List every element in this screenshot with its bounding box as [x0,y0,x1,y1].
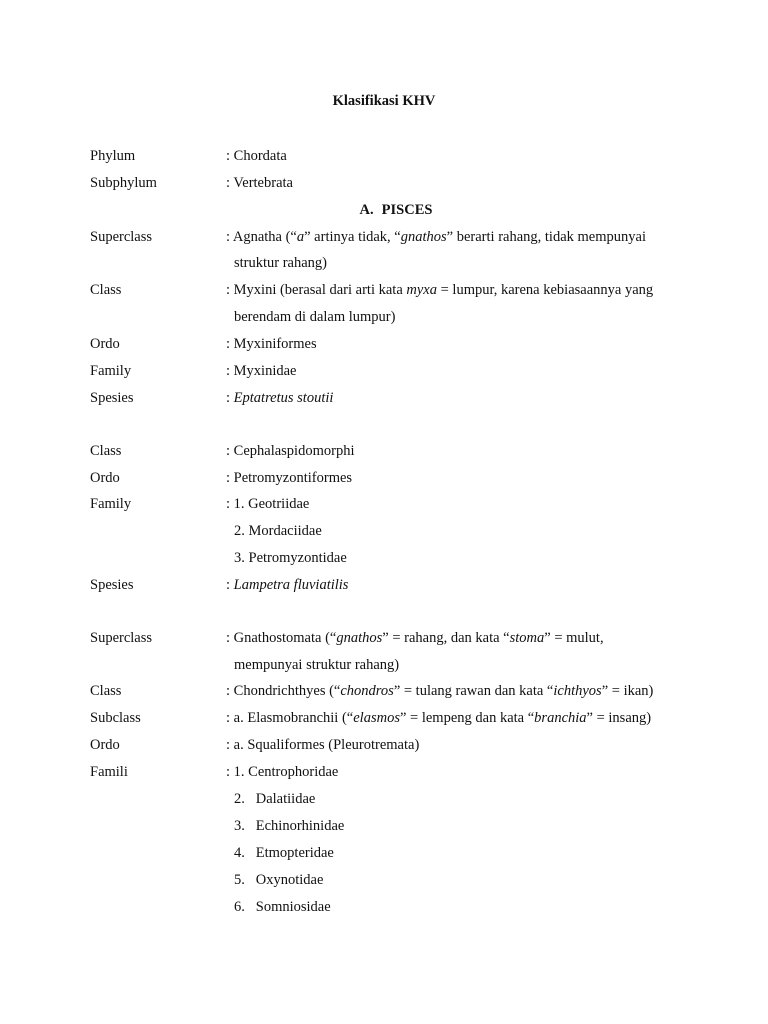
label-ordo: Ordo [90,336,120,352]
row-class-cephalaspidomorphi [0,441,768,461]
label-family: Family [90,496,132,512]
value-spesies-lampetra: : Lampetra fluviatilis [226,577,349,593]
row-spesies-eptatretus [0,388,768,408]
value-class-chondrichthyes: : Chondrichthyes (“chondros” = tulang rawan dan kata “ichthyos” = ikan) [226,683,654,699]
row-family-geotriidae [0,494,768,514]
section-heading-letter: A. [359,202,374,218]
famili-item-etmopteridae: 4. Etmopteridae [234,845,334,861]
value-spesies-eptatretus: : Eptatretus stoutii [226,390,334,406]
value-class-myxini-cont: berendam di dalam lumpur) [234,309,396,325]
famili-item-echinorhinidae: 3. Echinorhinidae [234,818,345,834]
value-superclass-agnatha-cont: struktur rahang) [234,255,328,271]
section-heading-text: PISCES [381,202,433,218]
label-subclass: Subclass [90,710,141,726]
label-ordo: Ordo [90,737,120,753]
value-family-myxinidae: : Myxinidae [226,363,297,379]
row-class-myxini-cont [0,307,768,327]
row-subclass-elasmobranchii [0,708,768,728]
value-superclass-agnatha: : Agnatha (“a” artinya tidak, “gnathos” berarti rahang, tidak mempunyai [226,229,646,245]
row-famili-item [0,843,768,863]
row-famili-item [0,789,768,809]
family-item-petromyzontidae: 3. Petromyzontidae [234,550,347,566]
value-ordo-petromyzontiformes: : Petromyzontiformes [226,470,353,486]
label-subphylum: Subphylum [90,175,157,191]
row-famili-item [0,897,768,917]
value-family-geotriidae: : 1. Geotriidae [226,496,310,512]
label-superclass: Superclass [90,229,153,245]
value-ordo-myxiniformes: : Myxiniformes [226,336,317,352]
row-superclass-gnathostomata [0,628,768,648]
label-family: Family [90,363,132,379]
row-ordo-squaliformes [0,735,768,755]
value-famili-centrophoridae: : 1. Centrophoridae [226,764,339,780]
famili-item-dalatiidae: 2. Dalatiidae [234,791,316,807]
row-family-myxinidae [0,361,768,381]
label-phylum: Phylum [90,148,136,164]
row-spesies-lampetra [0,575,768,595]
row-famili-item [0,870,768,890]
row-superclass-agnatha-cont [0,253,768,273]
row-ordo-petromyzontiformes [0,468,768,488]
value-phylum: : Chordata [226,148,287,164]
row-superclass-agnatha [0,227,768,247]
label-superclass: Superclass [90,630,153,646]
row-phylum [0,146,768,166]
row-family-item [0,521,768,541]
label-class: Class [90,443,122,459]
row-subphylum [0,173,768,193]
label-spesies: Spesies [90,390,134,406]
row-superclass-gnathostomata-cont [0,655,768,675]
label-class: Class [90,683,122,699]
value-class-cephalaspidomorphi: : Cephalaspidomorphi [226,443,355,459]
famili-item-oxynotidae: 5. Oxynotidae [234,872,324,888]
label-class: Class [90,282,122,298]
value-subclass-elasmobranchii: : a. Elasmobranchii (“elasmos” = lempeng dan kata “branchia” = insang) [226,710,652,726]
label-ordo: Ordo [90,470,120,486]
famili-item-somniosidae: 6. Somniosidae [234,899,331,915]
row-famili-item [0,816,768,836]
value-class-myxini: : Myxini (berasal dari arti kata myxa = lumpur, karena kebiasaannya yang [226,282,654,298]
label-spesies: Spesies [90,577,134,593]
row-ordo-myxiniformes [0,334,768,354]
row-class-chondrichthyes [0,681,768,701]
value-superclass-gnathostomata: : Gnathostomata (“gnathos” = rahang, dan kata “stoma” = mulut, [226,630,604,646]
section-heading-pisces [0,200,768,220]
document-title: Klasifikasi KHV [332,93,436,109]
label-famili: Famili [90,764,128,780]
value-ordo-squaliformes: : a. Squaliformes (Pleurotremata) [226,737,420,753]
row-family-item [0,548,768,568]
value-superclass-gnathostomata-cont: mempunyai struktur rahang) [234,657,400,673]
value-subphylum: : Vertebrata [226,175,293,191]
row-famili-centrophoridae [0,762,768,782]
row-class-myxini [0,280,768,300]
family-item-mordaciidae: 2. Mordaciidae [234,523,322,539]
